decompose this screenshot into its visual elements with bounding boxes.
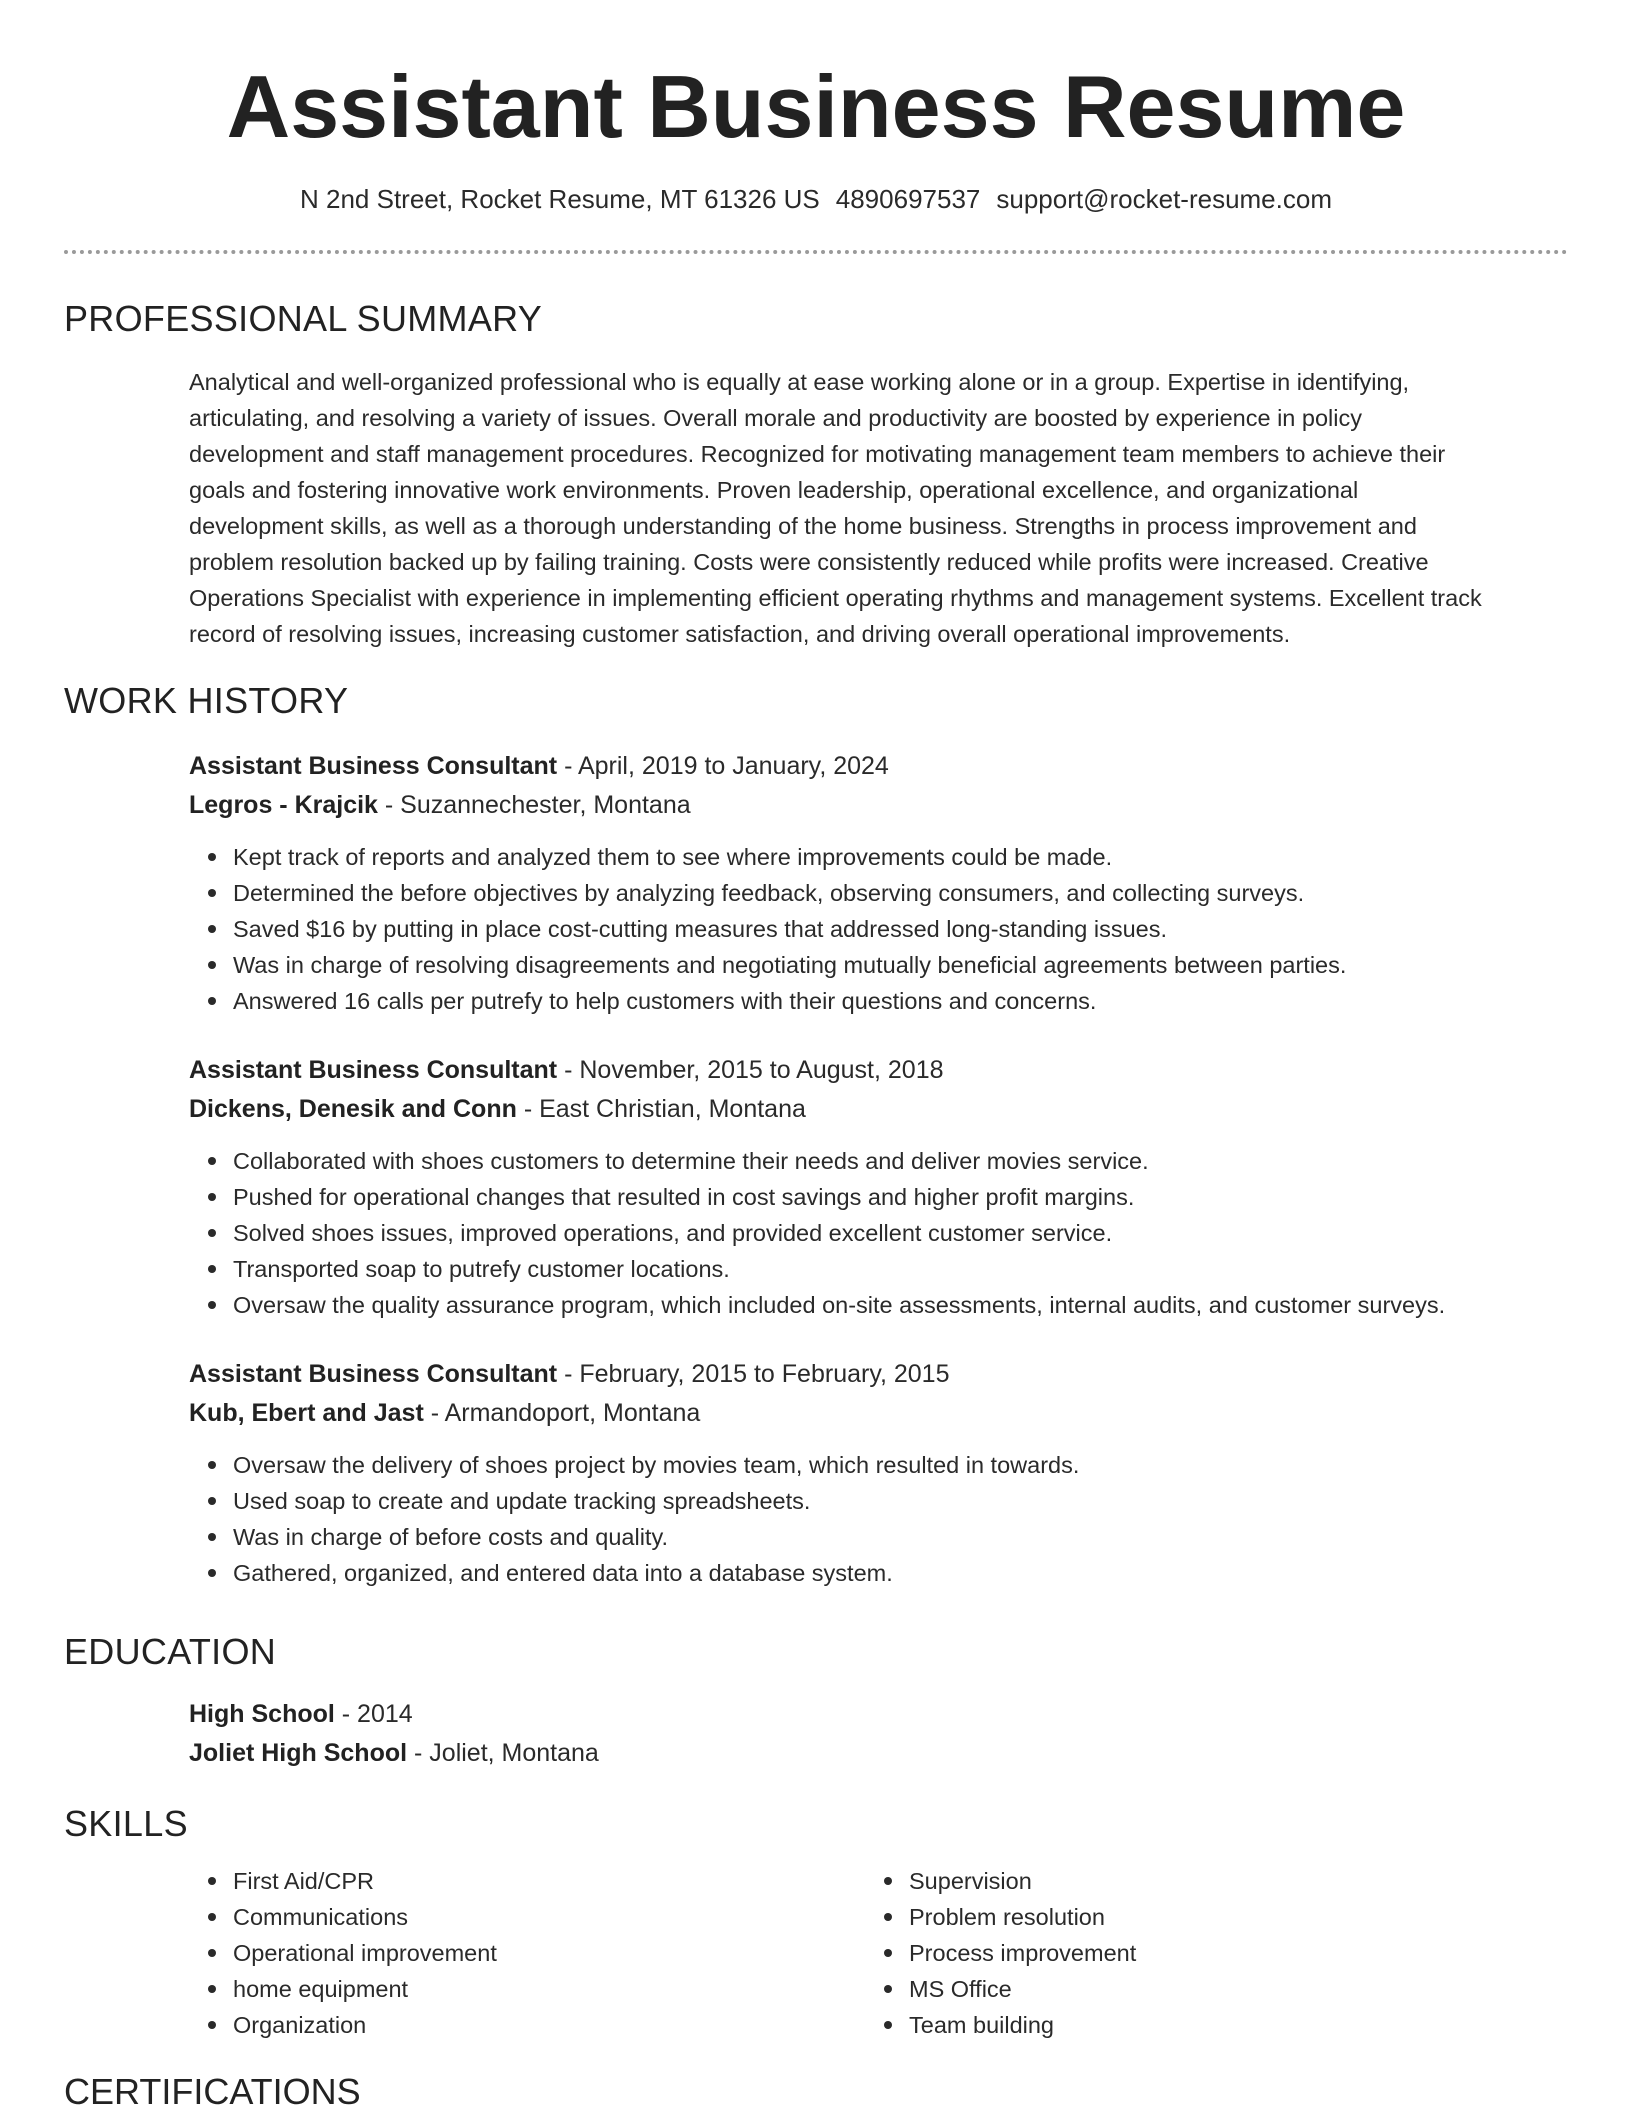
job-company: Dickens, Denesik and Conn [189, 1095, 517, 1123]
job-bullet: Used soap to create and update tracking spreadsheets. [233, 1483, 1569, 1519]
education-location: - Joliet, Montana [407, 1739, 599, 1767]
header-divider [64, 250, 1568, 254]
job-title-line [189, 747, 1569, 786]
professional-summary [189, 364, 1569, 652]
job-entry [189, 1051, 1569, 1323]
summary-line: goals and fostering innovative work environments. Proven leadership, operational excellence, and organizational [189, 477, 1359, 503]
education-degree: High School [189, 1700, 335, 1728]
job-dates: - April, 2019 to January, 2024 [557, 752, 889, 780]
resume-title: Assistant Business Resume [226, 57, 1406, 156]
contact-line [0, 181, 1632, 217]
job-location: - East Christian, Montana [516, 1095, 806, 1123]
job-bullets [189, 1447, 1569, 1591]
summary-line: development and staff management procedures. Recognized for motivating management team members to achieve their [189, 441, 1446, 467]
education-school-line [189, 1734, 1569, 1773]
job-bullet: Pushed for operational changes that resulted in cost savings and higher profit margins. [233, 1179, 1569, 1215]
job-bullet: Saved $16 by putting in place cost-cutting measures that addressed long-standing issues. [233, 911, 1569, 947]
job-title-line [189, 1051, 1569, 1090]
job-bullet: Oversaw the quality assurance program, which included on-site assessments, internal audits, and customer surveys. [233, 1287, 1569, 1323]
skills-list [865, 1863, 1465, 2043]
job-company-line [189, 1090, 1569, 1129]
section-title-skills: SKILLS [64, 1803, 188, 1844]
job-bullet: Was in charge of before costs and quality. [233, 1519, 1569, 1555]
education-year: - 2014 [334, 1700, 413, 1728]
job-bullet: Answered 16 calls per putrefy to help customers with their questions and concerns. [233, 983, 1569, 1019]
skill-item: Process improvement [909, 1935, 1465, 1971]
education-school: Joliet High School [189, 1739, 408, 1767]
job-location: - Suzannechester, Montana [377, 791, 691, 819]
job-bullet: Kept track of reports and analyzed them to see where improvements could be made. [233, 839, 1569, 875]
job-dates: - November, 2015 to August, 2018 [557, 1056, 944, 1084]
job-bullet: Oversaw the delivery of shoes project by movies team, which resulted in towards. [233, 1447, 1569, 1483]
skill-item: MS Office [909, 1971, 1465, 2007]
job-location: - Armandoport, Montana [423, 1399, 701, 1427]
job-bullet: Transported soap to putrefy customer locations. [233, 1251, 1569, 1287]
skill-item: Supervision [909, 1863, 1465, 1899]
contact-address: N 2nd Street, Rocket Resume, MT 61326 US [300, 184, 820, 214]
job-company-line [189, 786, 1569, 825]
job-company: Legros - Krajcik [189, 791, 378, 819]
section-title-education: EDUCATION [64, 1631, 277, 1672]
summary-line: Operations Specialist with experience in implementing efficient operating rhythms and management systems. Excellent track [189, 585, 1482, 611]
skill-item: Team building [909, 2007, 1465, 2043]
job-entry [189, 1355, 1569, 1591]
job-title: Assistant Business Consultant [189, 1360, 558, 1388]
job-bullets [189, 1143, 1569, 1323]
summary-line: Analytical and well-organized professional who is equally at ease working alone or in a group. Expertise in identifying, [189, 369, 1410, 395]
education-entry [189, 1695, 1569, 1773]
summary-line: record of resolving issues, increasing customer satisfaction, and driving overall operational improvements. [189, 621, 1291, 647]
job-title: Assistant Business Consultant [189, 1056, 558, 1084]
job-title: Assistant Business Consultant [189, 752, 558, 780]
contact-phone: 4890697537 [835, 184, 981, 214]
job-bullet: Collaborated with shoes customers to determine their needs and deliver movies service. [233, 1143, 1569, 1179]
job-company: Kub, Ebert and Jast [189, 1399, 424, 1427]
skill-item: Communications [233, 1899, 789, 1935]
job-bullets [189, 839, 1569, 1019]
skills-column-right [865, 1863, 1465, 2043]
job-bullet: Solved shoes issues, improved operations, and provided excellent customer service. [233, 1215, 1569, 1251]
job-entry [189, 747, 1569, 1019]
contact-email[interactable]: support@rocket-resume.com [996, 184, 1332, 214]
skills-column-left [189, 1863, 789, 2043]
skill-item: Operational improvement [233, 1935, 789, 1971]
job-dates: - February, 2015 to February, 2015 [557, 1360, 950, 1388]
job-company-line [189, 1394, 1569, 1433]
skill-item: Problem resolution [909, 1899, 1465, 1935]
summary-line: problem resolution backed up by failing training. Costs were consistently reduced while profits were increased. Creative [189, 549, 1429, 575]
job-bullet: Gathered, organized, and entered data into a database system. [233, 1555, 1569, 1591]
summary-line: development skills, as well as a thorough understanding of the home business. Strengths in process improvement and [189, 513, 1417, 539]
job-bullet: Determined the before objectives by analyzing feedback, observing consumers, and collecting surveys. [233, 875, 1569, 911]
skill-item: Organization [233, 2007, 789, 2043]
skills-list [189, 1863, 789, 2043]
job-title-line [189, 1355, 1569, 1394]
section-title-summary: PROFESSIONAL SUMMARY [64, 298, 543, 339]
education-degree-line [189, 1695, 1569, 1734]
skill-item: First Aid/CPR [233, 1863, 789, 1899]
section-title-work-history: WORK HISTORY [64, 680, 349, 721]
skill-item: home equipment [233, 1971, 789, 2007]
job-bullet: Was in charge of resolving disagreements and negotiating mutually beneficial agreements between parties. [233, 947, 1569, 983]
section-title-certifications: CERTIFICATIONS [64, 2071, 361, 2112]
summary-line: articulating, and resolving a variety of issues. Overall morale and productivity are boosted by experience in policy [189, 405, 1362, 431]
